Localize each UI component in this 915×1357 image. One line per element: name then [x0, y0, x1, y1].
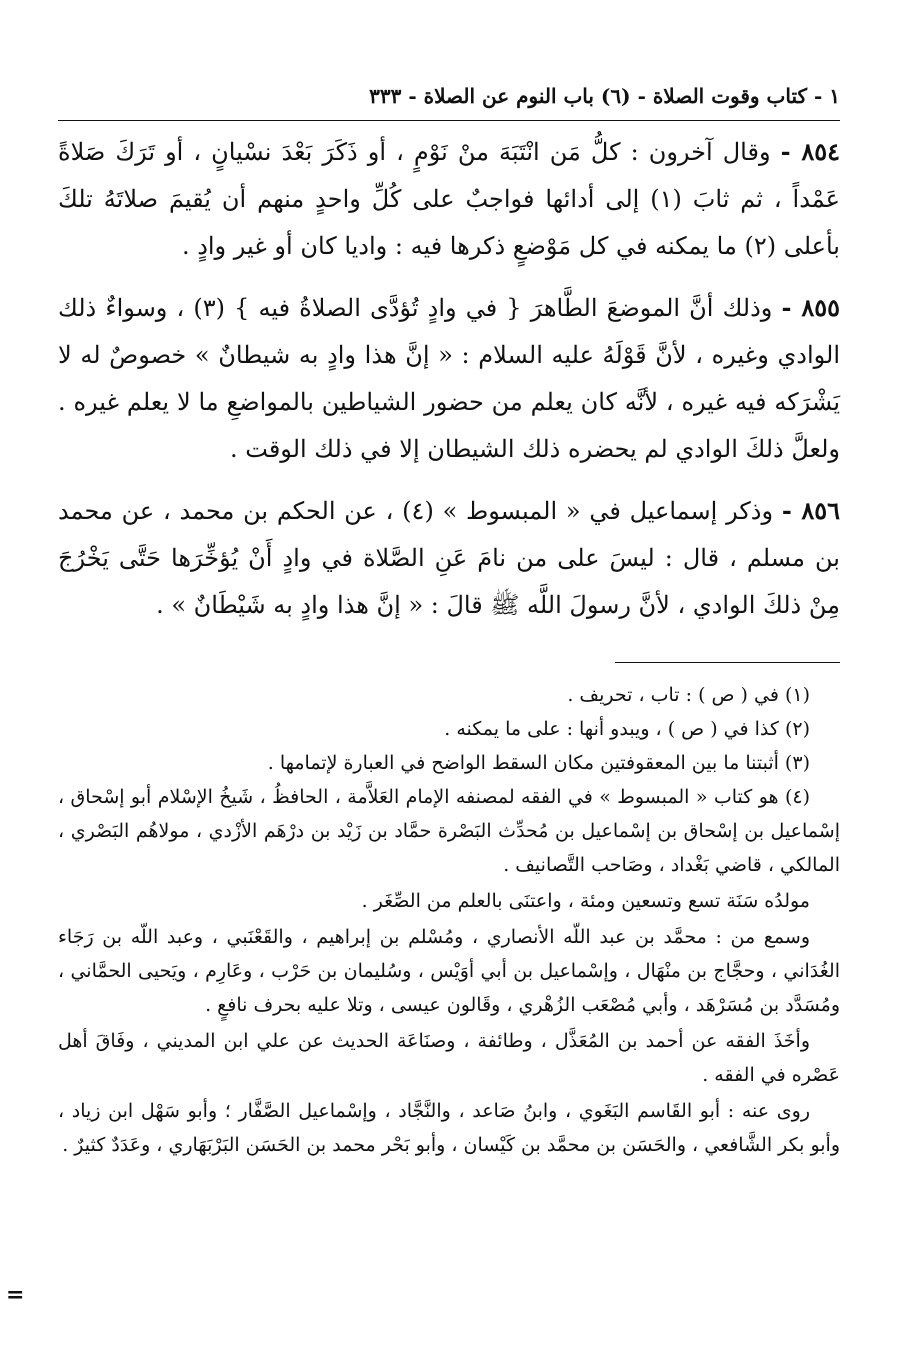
footnote: (٤) هو كتاب « المبسوط » في الفقه لمصنفه الإمام العَلاَّمة ، الحافظُ ، شَيخُ الإسْلام أبو إسْحاق ، إسْماعيل بن إسْحاق بن إسْماعيل بن مُحدِّث البَصْرة حمَّاد بن زَيْد بن درْهَم الأزْدي ، مولاهُم البَصْري ، المالكي ، قاضي بَغْداد ، وصَاحب التَّصانيف .	[58, 786, 840, 876]
paragraph-text: وذكر إسماعيل في « المبسوط » (٤) ، عن الحكم بن محمد ، عن محمد بن مسلم ، قال : ليسَ على من نامَ عَنِ الصَّلاة في وادٍ أَنْ يُؤخِّرَها حَتَّى يَخْرُجَ مِنْ ذلكَ الوادي ، لأنَّ رسولَ اللَّه ﷺ قالَ : « إنَّ هذا وادٍ به شَيْطَانٌ » .	[58, 497, 840, 619]
footnotes	[58, 678, 840, 1162]
paragraph-number: ٨٥٥ -	[781, 293, 840, 322]
footnote-biography-line: روى عنه : أبو القَاسم البَغَوي ، وابنُ صَاعد ، والنَّجَّاد ، وإسْماعيل الصَّفَّار ؛ وأبو سَهْل ابن زياد ، وأبو بكر الشَّافعي ، والحَسَن بن محمَّد بن كَيْسان ، وأبو بَحْر محمد بن الحَسَن البَرْبَهَاري ، وعَدَدٌ كثيرٌ .	[58, 1100, 840, 1156]
paragraph	[58, 284, 840, 473]
main-text	[58, 128, 840, 643]
footnote: (٢) كذا في ( ص ) ، ويبدو أنها : على ما يمكنه .	[444, 718, 810, 740]
running-head-text: ١ - كتاب وقوت الصلاة - (٦) باب النوم عن الصلاة - ٣٣٣	[369, 84, 840, 108]
footnote: (١) في ( ص ) : تاب ، تحريف .	[567, 684, 810, 706]
paragraph-text: وذلك أنَّ الموضعَ الطَّاهرَ { في وادٍ تُؤدَّى الصلاةُ فيه } (٣) ، وسواءٌ ذلك الوادي وغيره ، لأنَّ قَوْلَهُ عليه السلام : « إنَّ هذا وادٍ به شيطانٌ » خصوصٌ له لا يَشْرَكه فيه غيره ، لأنَّه كان يعلم من حضور الشياطين بالمواضعِ ما لا يعلم غيره . ولعلَّ ذلكَ الوادي لم يحضره ذلك الشيطان إلا في ذلك الوقت .	[58, 294, 841, 463]
continuation-mark: =	[6, 1282, 25, 1308]
paragraph	[58, 128, 840, 270]
footnote-divider	[615, 662, 840, 663]
footnote-biography-line: وأخَذَ الفقه عن أحمد بن المُعَذَّل ، وطائفة ، وصنَاعَة الحديث عن علي ابن المديني ، وفَاقَ أهل عَصْره في الفقه .	[58, 1030, 840, 1086]
footnote: (٣) أثبتنا ما بين المعقوفتين مكان السقط الواضح في العبارة لإتمامها .	[267, 752, 810, 774]
paragraph-number: ٨٥٤ -	[780, 137, 840, 166]
paragraph	[58, 487, 840, 629]
paragraph-text: وقال آخرون : كلُّ مَن انْتَبَهَ منْ نَوْمٍ ، أو ذَكَرَ بَعْدَ نسْيانٍ ، أو تَرَكَ صَلاةً عَمْداً ، ثم ثابَ (١) إلى أدائها فواجبٌ على كُلِّ واحدٍ منهم أن يُقيمَ صلاتَهُ تلكَ بأعلى (٢) ما يمكنه في كل مَوْضعٍ ذكرها فيه : واديا كان أو غير وادٍ .	[58, 138, 841, 260]
running-header	[58, 80, 840, 121]
paragraph-number: ٨٥٦ -	[781, 496, 840, 525]
footnote-biography-line: مولدُه سَنَة تسع وتسعين ومئة ، واعتنَى بالعلم من الصِّغَر .	[361, 890, 810, 912]
footnote-biography-line: وسمع من : محمَّد بن عبد اللّه الأنصاري ، ومُسْلم بن إبراهيم ، والقَعْنَبي ، وعبد اللّه بن رَجَاء الغُدَاني ، وحجَّاج بن منْهَال ، وإسْماعيل بن أبي أوَيْس ، وسُليمان بن حَرْب ، وعَارِم ، ويَحيى الحمَّاني ، ومُسَدَّد بن مُسَرْهَد ، وأبي مُصْعَب الزُهْري ، وقَالون عيسى ، وتلا عليه بحرف نافعٍ .	[58, 926, 840, 1016]
